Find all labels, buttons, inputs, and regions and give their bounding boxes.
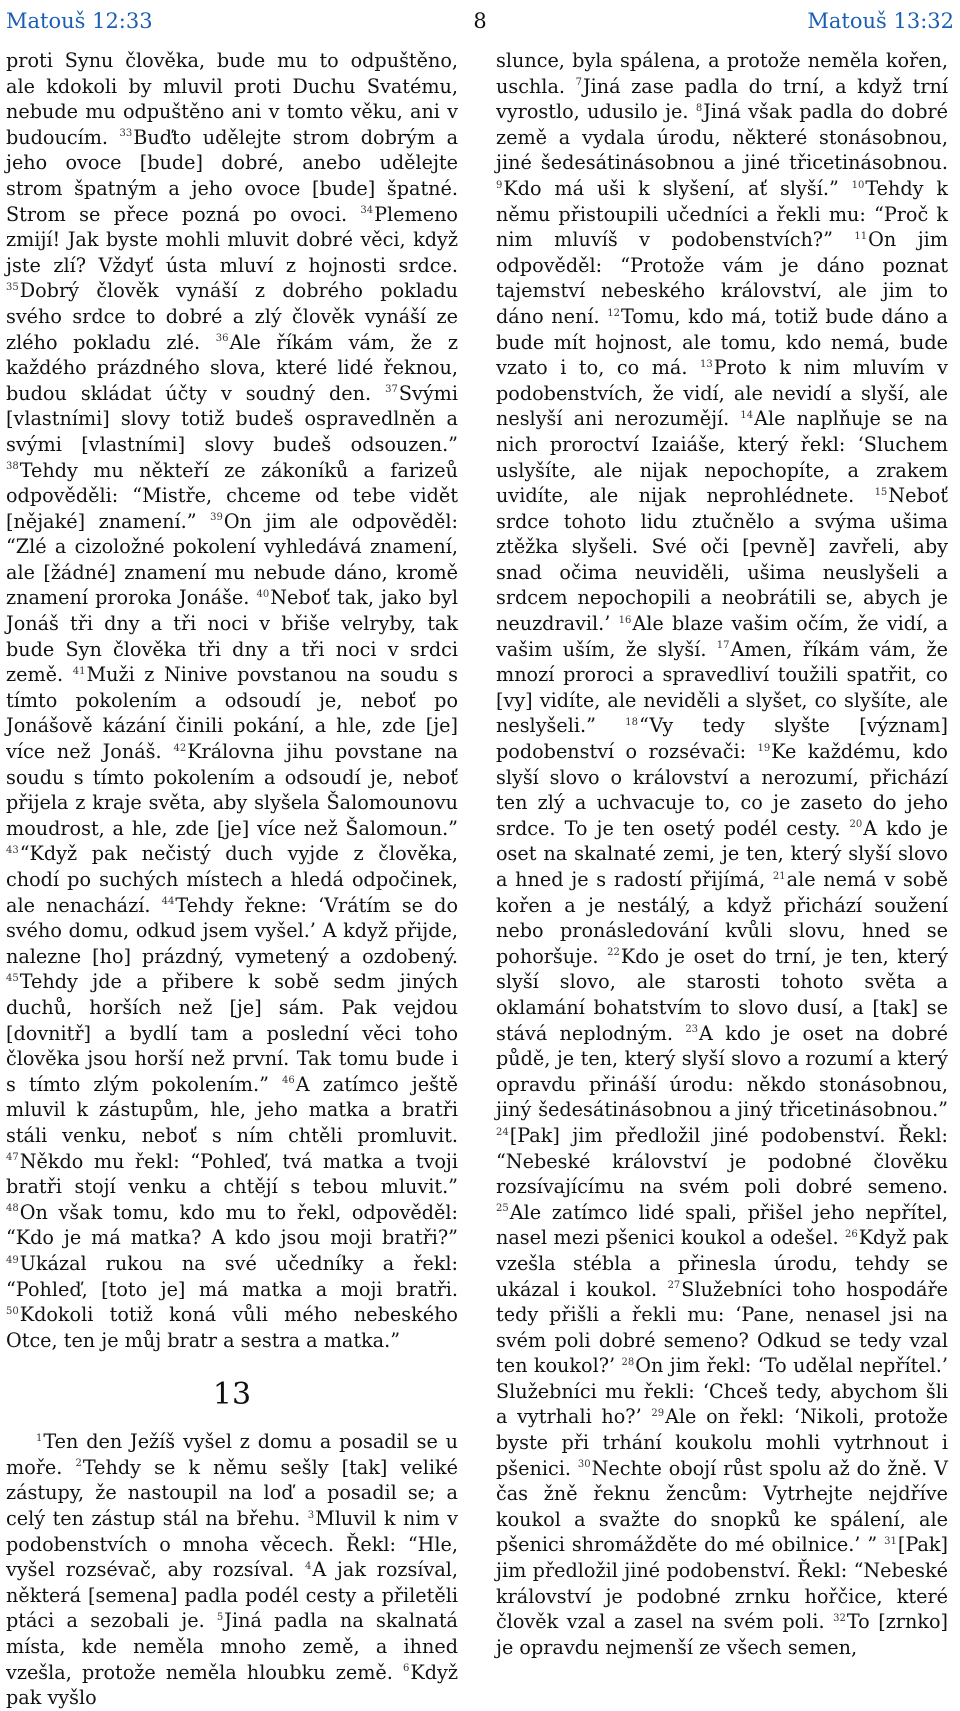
verse-text: Kdokoli totiž koná vůli mého nebeského Otce, ten je můj bratr a sestra a matka.” [6, 1303, 458, 1352]
verse-text: ale nemá v sobě kořen a je nestálý, a když přichází soužení nebo pronásledování kvůli slovu, hned se pohoršuje. [496, 868, 948, 968]
verse-number: 28 [621, 1356, 635, 1368]
verse-number: 13 [700, 358, 713, 370]
verse-number: 7 [575, 77, 582, 89]
verse-number: 35 [6, 281, 19, 293]
verse-number: 50 [6, 1305, 19, 1317]
verse-text: “Když pak nečistý duch vyjde z člověka, chodí po suchých místech a hledá odpočinek, ale nenachází. [6, 842, 458, 917]
verse-number: 40 [256, 589, 270, 601]
verse-text: Ten den Ježíš vyšel z domu a posadil se u moře. [6, 1430, 458, 1479]
verse-text: [Pak] jim předložil jiné podobenství. Řekl: “Nebeské království je podobné zrnku hořčice, které člověk vzal a zasel na svém poli. [496, 1533, 948, 1634]
left-paragraph-2 [6, 1429, 458, 1711]
verse-text: Tehdy k němu přistoupili učedníci a řekli mu: “Proč k nim mluvíš v podobenstvích?” [496, 176, 949, 252]
verse-number: 21 [772, 870, 786, 882]
verse-text: A zatímco ještě mluvil k zástupům, hle, jeho matka a bratři stáli venku, neboť s ním chtěli promluvit. [6, 1072, 458, 1147]
verse-number: 24 [496, 1126, 509, 1138]
verse-number: 1 [36, 1432, 43, 1444]
verse-number: 38 [6, 461, 19, 473]
verse-number: 25 [496, 1203, 509, 1215]
verse-number: 20 [849, 819, 863, 831]
page-number: 8 [473, 9, 487, 33]
verse-text: Svými [vlastními] slovy totiž budeš ospravedlněn a svými [vlastními] slovy budeš odsouzen.” [6, 381, 458, 456]
verse-text: Kdo má uši k slyšení, ať slyší.” [503, 176, 852, 200]
verse-text: Buďto udělejte strom dobrým a jeho ovoce [bude] dobré, anebo udělejte strom špatným a jeho ovoce [bude] špatné. Strom se přece pozná po ovoci. [6, 125, 459, 226]
verse-number: 8 [695, 102, 703, 114]
verse-number: 4 [304, 1560, 312, 1572]
verse-text: Kdo je oset do trní, je ten, který slyší slovo, ale starosti tohoto světa a oklamání bohatstvím to slovo dusí, a [tak] se stává neplodným. [496, 944, 949, 1045]
verse-number: 44 [161, 896, 175, 908]
left-column [6, 48, 458, 1711]
verse-text: Jiná zase padla do trní, a když trní vyrostlo, udusilo je. [496, 74, 948, 124]
verse-number: 15 [874, 486, 888, 498]
verse-text: Tehdy řekne: ‘Vrátím se do svého domu, odkud jsem vyšel.’ A když přijde, nalezne [ho] prázdný, vymetený a ozdobený. [6, 893, 459, 968]
verse-text: Tomu, kdo má, totiž bude dáno a bude mít hojnost, ale tomu, kdo nemá, bude vzato i to, co má. [496, 304, 948, 380]
verse-text: Neboť tak, jako byl Jonáš tři dny a tři noci v břiše velryby, tak bude Syn člověka tři dny a tři noci v srdci země. [6, 586, 458, 687]
verse-number: 18 [625, 717, 638, 729]
verse-text: Ale naplňuje se na nich proroctví Izaiáše, který řekl: ‘Sluchem uslyšíte, ale nijak nepochopíte, a zrakem uvidíte, ale nijak neprohlédnete. [496, 407, 948, 508]
verse-text: On jim odpověděl: “Protože vám je dáno poznat tajemství nebeského království, ale jim to dáno není. [496, 228, 948, 328]
verse-number: 45 [6, 972, 19, 984]
verse-number: 31 [884, 1536, 897, 1548]
verse-number: 47 [6, 1152, 19, 1164]
verse-number: 39 [210, 512, 223, 524]
header-left-reference[interactable]: Matouš 12:33 [6, 9, 153, 33]
left-paragraph-1 [6, 48, 458, 1353]
verse-number: 5 [216, 1612, 224, 1624]
verse-text: slunce, byla spálena, a protože neměla kořen, uschla. [496, 49, 948, 98]
verse-text: Nechte obojí růst spolu až do žně. V čas žně řeknu žencům: Vytrhejte nejdříve koukol a svažte do snopků ke spálení, ale pšenici shromážděte do mé obilnice.’ ” [496, 1456, 949, 1557]
verse-text: Jiná padla na skalnatá místa, kde neměla mnoho země, a ihned vzešla, protože neměla hloubku země. [6, 1609, 458, 1684]
verse-number: 17 [716, 640, 730, 652]
verse-number: 23 [685, 1024, 699, 1036]
verse-number: 48 [6, 1203, 19, 1215]
verse-text: Proto k nim mluvím v podobenstvích, že vidí, ale nevidí a slyší, ale neslyší ani nerozumějí. [496, 356, 948, 431]
verse-number: 42 [173, 742, 187, 754]
verse-text: Když pak vzešla stébla a přinesla úrodu, tehdy se ukázal i koukol. [496, 1226, 948, 1301]
verse-number: 46 [282, 1075, 295, 1087]
verse-text: Plemeno zmijí! Jak byste mohli mluvit dobré věci, když jste zlí? Vždyť ústa mluví z hojnosti srdce. [6, 202, 458, 277]
right-column [496, 48, 948, 1660]
verse-number: 2 [75, 1458, 82, 1470]
header-right-reference[interactable]: Matouš 13:32 [807, 9, 954, 33]
verse-text: Amen, říkám vám, že mnozí proroci a spravedliví toužili spatřit, co [vy] vidíte, ale neviděli a slyšet, co slyšíte, ale neslyšeli.” [496, 637, 948, 738]
verse-text: [Pak] jim předložil jiné podobenství. Řekl: “Nebeské království je podobné člověku rozsívajícímu na svém poli dobré semeno. [496, 1123, 948, 1199]
verse-number: 6 [403, 1663, 410, 1675]
verse-number: 33 [119, 128, 133, 140]
page-header [6, 6, 954, 36]
verse-number: 32 [833, 1612, 846, 1624]
verse-number: 16 [618, 614, 632, 626]
verse-number: 3 [307, 1509, 315, 1521]
verse-text: Když pak vyšlo [6, 1660, 458, 1710]
verse-text: Ale říkám vám, že z každého prázdného slova, které lidé řeknou, budou skládat účty v soudný den. [6, 330, 458, 405]
verse-number: 26 [844, 1228, 858, 1240]
verse-number: 22 [607, 947, 620, 959]
verse-text: Tehdy mu někteří ze zákoníků a farizeů odpověděli: “Mistře, chceme od tebe vidět [nějaké] znamení.” [6, 458, 458, 533]
chapter-number: 13 [212, 1377, 252, 1413]
verse-text: On jim ale odpověděl: “Zlé a cizoložné pokolení vyhledává znamení, ale [žádné] znamení mu nebude dáno, kromě znamení proroka Jonáše. [6, 509, 458, 610]
verse-number: 49 [6, 1254, 19, 1266]
verse-text: A jak rozsíval, některá [semena] padla podél cesty a přiletěli ptáci a sezobali je. [6, 1558, 458, 1633]
verse-text: Někdo mu řekl: “Pohleď, tvá matka a tvoji bratři stojí venku a chtějí s tebou mluvit.” [6, 1149, 458, 1199]
verse-text: Tehdy se k němu sešly [tak] veliké zástupy, že nastoupil na loď a posadil se; a celý ten zástup stál na břehu. [6, 1455, 458, 1531]
verse-text: Ukázal rukou na své učedníky a řekl: “Pohleď, [toto je] má matka a moji bratři. [6, 1251, 458, 1301]
verse-text: On jim řekl: ‘To udělal nepřítel.’ Služebníci mu řekli: ‘Chceš tedy, abychom šli a vytrhali ho?’ [496, 1354, 948, 1429]
verse-text: Muži z Ninive povstanou na soudu s tímto pokolením a odsoudí je, neboť po Jonášově kázání činili pokání, a hle, zde [je] více než Jonáš. [6, 663, 458, 764]
verse-text: Mluvil k nim v podobenstvích o mnoha věcech. Řekl: “Hle, vyšel rozsévač, aby rozsíval. [6, 1507, 458, 1582]
verse-number: 41 [72, 665, 86, 677]
verse-text: Ale on řekl: ‘Nikoli, protože byste při trhání koukolu mohli vytrhnout i pšenici. [496, 1405, 948, 1480]
verse-text: Ale blaze vašim očím, že vidí, a vašim uším, že slyší. [496, 612, 948, 661]
right-paragraph-1 [496, 48, 948, 1660]
verse-text: On však tomu, kdo mu to řekl, odpověděl: “Kdo je má matka? A kdo jsou moji bratři?” [6, 1200, 458, 1250]
verse-text: Jiná však padla do dobré země a vydala úrodu, některé stonásobnou, jiné šedesátinásobnou a jiné třicetinásobnou. [496, 100, 948, 175]
verse-text: Dobrý člověk vynáší z dobrého pokladu svého srdce to dobré a zlý člověk vynáší ze zlého pokladu zlé. [6, 279, 458, 354]
verse-number: 29 [651, 1408, 665, 1420]
verse-text: Ale zatímco lidé spali, přišel jeho nepřítel, nasel mezi pšenici koukol a odešel. [496, 1200, 948, 1250]
verse-number: 36 [215, 333, 229, 345]
verse-number: 34 [360, 205, 374, 217]
verse-text: A kdo je oset na skalnaté zemi, je ten, který slyší slovo a hned je s radostí přijímá, [496, 816, 948, 891]
verse-number: 27 [667, 1280, 681, 1292]
verse-text: Královna jihu povstane na soudu s tímto pokolením a odsoudí je, neboť přijela z kraje světa, aby slyšela Šalomounovu moudrost, a hle, zde [je] více než Šalomoun.” [6, 740, 458, 840]
verse-text: To [zrnko] je opravdu nejmenší ze všech semen, [496, 1610, 948, 1659]
verse-number: 9 [496, 179, 503, 191]
verse-text: Služebníci toho hospodáře tedy přišli a řekli mu: ‘Pane, nenasel jsi na svém poli dobré semeno? Odkud se tedy vzal ten koukol?’ [496, 1277, 948, 1378]
verse-text: A kdo je oset na dobré půdě, je ten, který slyší slovo a rozumí a který opravdu přináší úrodu: někdo stonásobnou, jiný šedesátinásobnou a jiný třicetinásobnou.” [496, 1021, 948, 1122]
verse-text: Neboť srdce tohoto lidu ztučnělo a svýma ušima ztěžka slyšeli. Své oči [pevně] zavřeli, aby snad očima neuviděli, ušima neuslyšeli a srdcem nepochopili a neobrátili se, abych je neuzdravil.’ [496, 484, 948, 636]
verse-number: 37 [385, 384, 398, 396]
verse-number: 12 [607, 307, 620, 319]
verse-text: proti Synu člověka, bude mu to odpuštěno, ale kdokoli by mluvil proti Duchu Svatému, nebude mu odpuštěno ani v tomto věku, ani v budoucím. [6, 49, 458, 149]
verse-number: 14 [740, 409, 754, 421]
verse-number: 11 [854, 230, 868, 242]
verse-number: 10 [851, 179, 865, 191]
verse-text: “Vy tedy slyšte [význam] podobenství o rozsévači: [496, 714, 948, 764]
verse-text: Ke každému, kdo slyší slovo o království a nerozumí, přichází ten zlý a uchvacuje to, co je zaseto do jeho srdce. To je ten osetý podél cesty. [496, 740, 948, 840]
verse-number: 43 [6, 845, 19, 857]
verse-text: Tehdy jde a přibere k sobě sedm jiných duchů, horších než [je] sám. Pak vejdou [dovnitř] a bydlí tam a poslední věci toho člověka jsou horší než první. Tak tomu bude i s tímto zlým pokolením.” [6, 970, 458, 1096]
verse-number: 30 [577, 1459, 591, 1471]
verse-number: 19 [757, 742, 771, 754]
